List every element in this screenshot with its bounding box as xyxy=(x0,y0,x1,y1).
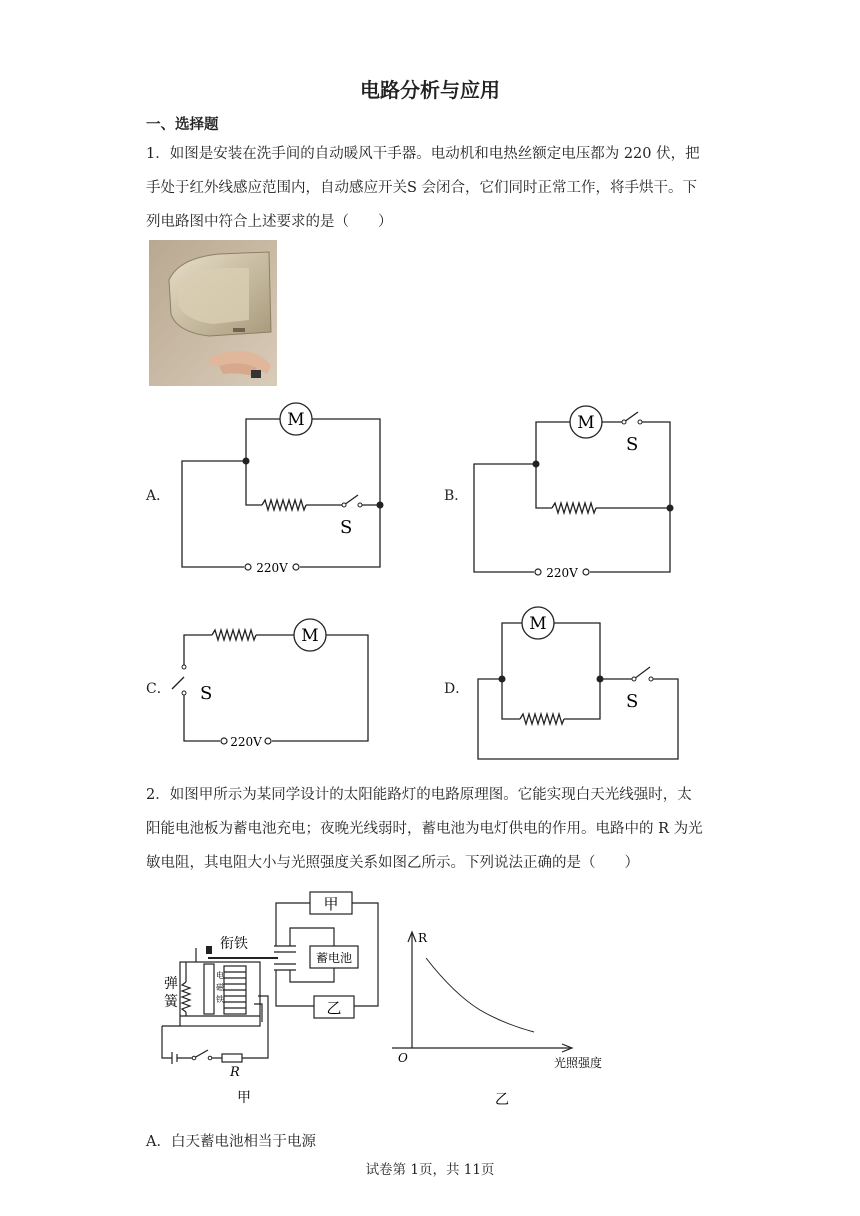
page-title: 电路分析与应用 xyxy=(360,78,500,102)
solar-lamp-circuit-diagram xyxy=(154,886,394,1111)
y-axis-label: R xyxy=(418,931,428,945)
battery-label: 蓄电池 xyxy=(315,951,353,965)
electromagnet-label-3: 铁 xyxy=(216,995,224,1004)
option-c-label: C． xyxy=(146,681,171,697)
circuit-a-diagram xyxy=(178,395,388,580)
switch-label: S xyxy=(200,683,213,704)
motor-label: M xyxy=(287,410,305,430)
option-a-label: A． xyxy=(146,488,171,504)
circuit-d-diagram xyxy=(474,605,684,765)
option-b-label: B． xyxy=(444,488,469,504)
page-footer: 试卷第 1页，共 11页 xyxy=(365,1162,495,1178)
switch-label: S xyxy=(340,517,353,538)
q1-line-1: 1．如图是安装在洗手间的自动暖风干手器。电动机和电热丝额定电压都为 220 伏，把 xyxy=(146,146,700,162)
switch-label: S xyxy=(626,434,639,455)
switch-label: S xyxy=(626,691,639,712)
x-axis-label: 光照强度 xyxy=(554,1056,603,1070)
motor-label: M xyxy=(577,413,595,433)
section-heading: 一、选择题 xyxy=(146,117,219,133)
resistor-label: R xyxy=(230,1065,240,1080)
resistance-light-graph xyxy=(392,924,632,1110)
electromagnet-label-2: 磁 xyxy=(216,983,224,992)
origin-label: O xyxy=(398,1051,408,1065)
motor-label: M xyxy=(529,614,547,634)
box-yi-label: 乙 xyxy=(326,999,342,1017)
hand-dryer-photo xyxy=(149,240,277,386)
spring-label-1: 弹 xyxy=(164,976,178,992)
voltage-label: 220V xyxy=(256,561,288,575)
q1-line-3: 列电路图中符合上述要求的是（ ） xyxy=(146,214,393,230)
q2-option-a: A．白天蓄电池相当于电源 xyxy=(146,1134,316,1150)
figure-yi-caption: 乙 xyxy=(495,1092,509,1108)
armature-label: 衔铁 xyxy=(220,936,248,952)
voltage-label: 220V xyxy=(546,566,578,580)
box-jia-label: 甲 xyxy=(323,895,339,913)
q2-line-1: 2．如图甲所示为某同学设计的太阳能路灯的电路原理图。它能实现白天光线强时，太 xyxy=(146,787,692,803)
q1-line-2: 手处于红外线感应范围内，自动感应开关S 会闭合，它们同时正常工作，将手烘干。下 xyxy=(146,180,698,196)
option-d-label: D． xyxy=(444,681,470,697)
circuit-c-diagram xyxy=(168,615,378,755)
motor-label: M xyxy=(301,626,319,646)
q2-line-2: 阳能电池板为蓄电池充电；夜晚光线弱时，蓄电池为电灯供电的作用。电路中的 R 为光 xyxy=(146,821,703,837)
figure-jia-caption: 甲 xyxy=(237,1090,251,1106)
spring-label-2: 簧 xyxy=(164,994,178,1010)
electromagnet-label-1: 电 xyxy=(216,971,224,980)
circuit-b-diagram xyxy=(470,402,680,587)
voltage-label: 220V xyxy=(230,735,262,749)
q2-line-3: 敏电阻，其电阻大小与光照强度关系如图乙所示。下列说法正确的是（ ） xyxy=(146,855,639,871)
